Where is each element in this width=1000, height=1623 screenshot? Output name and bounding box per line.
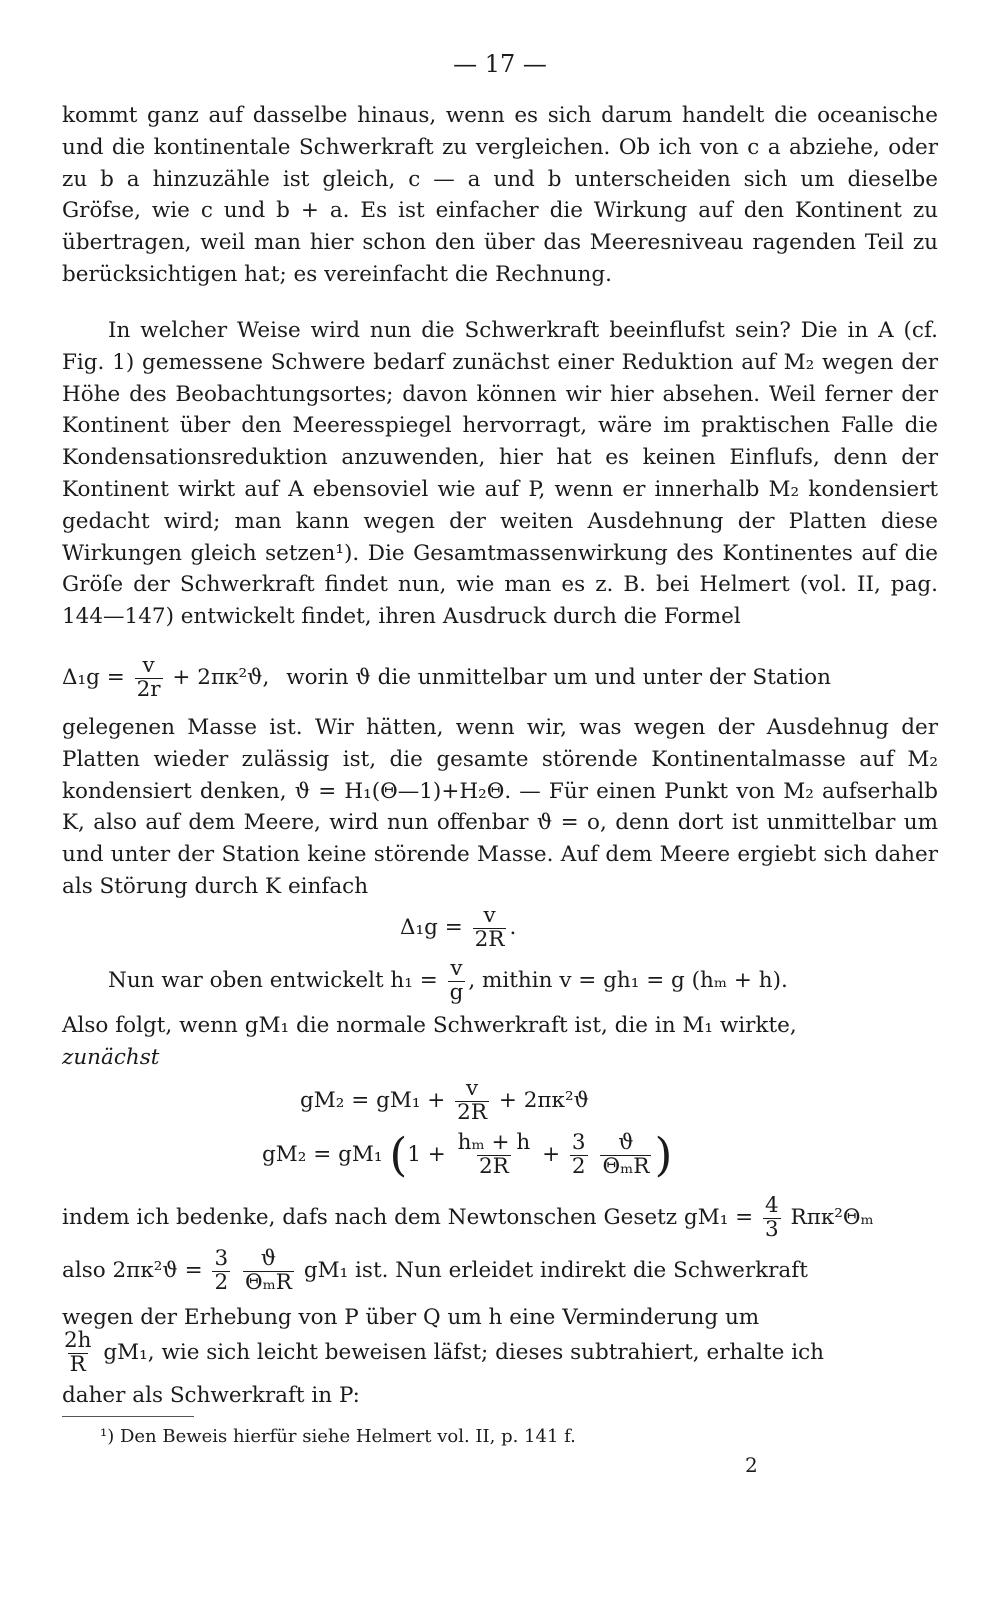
paragraph-2: In welcher Weise wird nun die Schwerkraft beeinflufst sein? Die in A (cf. Fig. 1) gemessene Schwere bedarf zunächst einer Reduktion auf M₂ wegen der Höhe des Beobachtungsortes; davon können wir hier absehen. Weil ferner der Kontinent über den Meeresspiegel hervorragt, wäre im praktischen Falle die Kondensationsreduktion anzuwenden, hier hat es keinen Einflufs, denn der Kontinent wirkt auf A ebensoviel wie auf P, wenn er innerhalb M₂ kondensiert gedacht wird; man kann wegen der weiten Ausdehnung der Platten diese Wirkungen gleich setzen¹). Die Gesamtmassenwirkung des Kontinentes auf die Gröſe der Schwerkraft findet nun, wie man es z. B. bei Helmert (vol. II, pag. 144—147) entwickelt findet, ihren Ausdruck durch die Formel [62, 318, 938, 630]
line-nun: Nun war oben entwickelt h₁ = $\frac{v}{g}$ , mithin v = gh₁ = g (hₘ + h). [108, 956, 788, 1005]
equation-1 [62, 655, 831, 701]
signature-mark: 2 [745, 1453, 758, 1477]
eq1-fraction: $\frac{v}{2r}$ [136, 653, 161, 702]
line-wegen: wegen der Erhebung von P über Q um h eine Verminderung um [62, 1305, 760, 1330]
eq1-rest: + 2πκ²ϑ, [172, 665, 270, 691]
line-also-2: also 2πκ²ϑ = $\frac{3}{2}$ $\frac{ϑ}{\text{ΘₘR}}$ gM₁ ist. Nun erleidet indirekt die Schwerkraft [62, 1246, 808, 1295]
eq1-text: worin ϑ die unmittelbar um und unter der Station [286, 665, 831, 691]
paragraph-1: kommt ganz auf dasselbe hinaus, wenn es sich darum handelt die oceanische und die kontinentale Schwerkraft zu vergleichen. Ob ich von c a abziehe, oder zu b a hinzuzähle ist gleich, c — a und b unterscheiden sich um dieselbe Gröfse, wie c und b + a. Es ist einfacher die Wirkung auf den Kontinent zu übertragen, weil man hier schon den über das Meeresniveau ragenden Teil zu berücksichtigen hat; es vereinfacht die Rechnung. [62, 103, 938, 287]
footnote: ¹) Den Beweis hierfür siehe Helmert vol. II, p. 141 f. [100, 1426, 576, 1447]
eq1-lhs: Δ₁g = [62, 665, 125, 691]
footnote-rule [62, 1416, 194, 1417]
line-zunaechst: zunächst [62, 1045, 160, 1070]
line-2h: $\frac{2h}{R}$ gM₁, wie sich leicht beweisen läfst; dieses subtrahiert, erhalte ich [64, 1328, 824, 1377]
paragraph-3: gelegenen Masse ist. Wir hätten, wenn wir, was wegen der Ausdehnug der Platten wieder zulässig ist, die gesamte störende Kontinentalmasse auf M₂ kondensiert denken, ϑ = H₁(Θ—1)+H₂Θ. — Für einen Punkt von M₂ aufserhalb K, also auf dem Meere, wird nun offenbar ϑ = o, denn dort ist unmittelbar um und unter der Station keine störende Masse. Auf dem Meere ergiebt sich daher als Störung durch K einfach [62, 715, 938, 899]
equation-2: Δ₁g = $\frac{v}{2R}$ . [400, 903, 517, 952]
equation-3: gM₂ = gM₁ + $\frac{v}{2R}$ + 2πκ²ϑ [300, 1076, 589, 1125]
equation-4: gM₂ = gM₁ (1 + $\frac{\text{hₘ + h}}{2R}$ + $\frac{3}{2}$ $\frac{ϑ}{\text{ΘₘR}}$ ) [262, 1127, 673, 1182]
line-also: Also folgt, wenn gM₁ die normale Schwerkraft ist, die in M₁ wirkte, [62, 1013, 797, 1038]
line-daher: daher als Schwerkraft in P: [62, 1383, 360, 1408]
page-number: — 17 — [453, 50, 547, 78]
line-indem: indem ich bedenke, dafs nach dem Newtonschen Gesetz gM₁ = $\frac{4}{3}$ Rπκ²Θₘ [62, 1193, 874, 1242]
